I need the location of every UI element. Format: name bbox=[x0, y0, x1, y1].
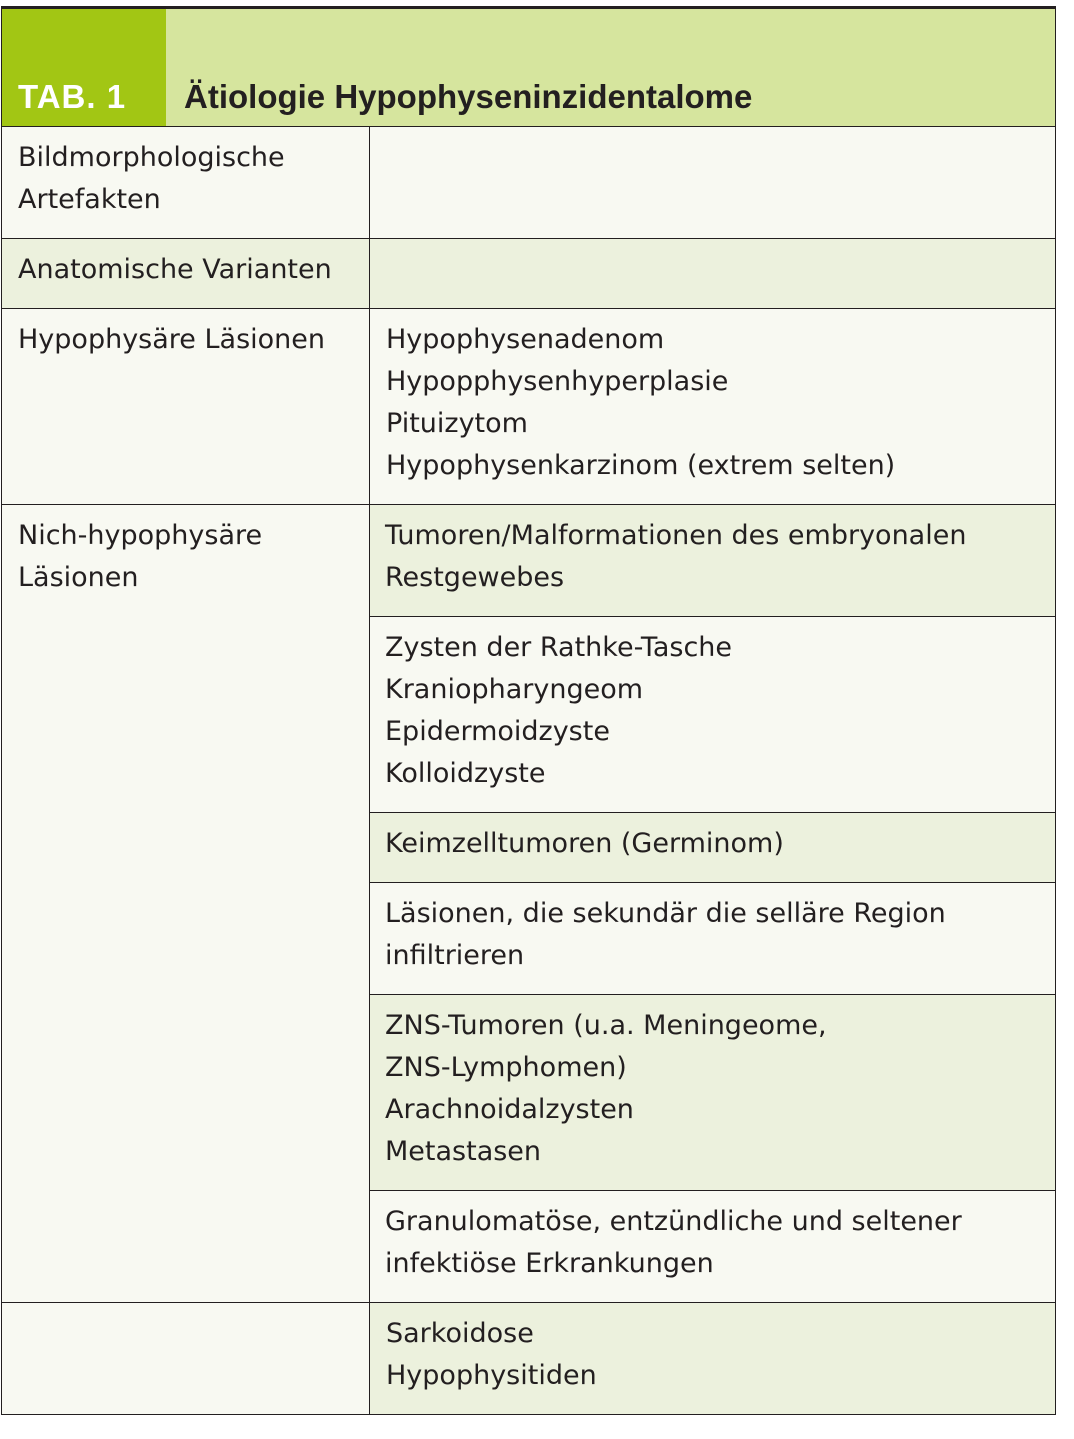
details-subcell: Keimzelltumoren (Germinom) bbox=[370, 813, 1055, 883]
details-subcell: ZNS-Tumoren (u.a. Meningeome, ZNS-Lymphomen) Arachnoidalzysten Metastasen bbox=[370, 995, 1055, 1191]
category-cell: Hypophysäre Läsionen bbox=[2, 309, 370, 504]
table-row bbox=[2, 239, 1055, 309]
table-row bbox=[2, 505, 1055, 1303]
category-cell bbox=[2, 1303, 370, 1414]
table-number-label: TAB. 1 bbox=[2, 9, 166, 126]
details-cell bbox=[370, 127, 1055, 238]
table-header bbox=[2, 9, 1055, 127]
details-cell bbox=[370, 239, 1055, 308]
table-row bbox=[2, 1303, 1055, 1414]
details-cell: Hypophysenadenom Hypopphysenhyperplasie Pituizytom Hypophysenkarzinom (extrem selten) bbox=[386, 324, 896, 481]
details-subcell: Läsionen, die sekundär die selläre Region infiltrieren bbox=[370, 883, 1055, 995]
details-group bbox=[370, 505, 1055, 1302]
details-cell: Sarkoidose Hypophysitiden bbox=[370, 1303, 1055, 1414]
table-row bbox=[2, 127, 1055, 239]
category-cell: Nich-hypophysäre Läsionen bbox=[2, 505, 370, 1302]
category-cell: Bildmorphologische Artefakten bbox=[2, 127, 370, 238]
etiology-table bbox=[1, 6, 1056, 1415]
details-subcell: Tumoren/Malformationen des embryonalen Restgewebes bbox=[370, 505, 1055, 617]
table-row bbox=[2, 309, 1055, 505]
details-subcell: Granulomatöse, entzündliche und seltener infektiöse Erkrankungen bbox=[370, 1191, 1055, 1302]
category-cell: Anatomische Varianten bbox=[2, 239, 370, 308]
details-subcell: Zysten der Rathke-Tasche Kraniopharyngeom Epidermoidzyste Kolloidzyste bbox=[370, 617, 1055, 813]
table-title: Ätiologie Hypophyseninzidentalome bbox=[166, 9, 1055, 126]
